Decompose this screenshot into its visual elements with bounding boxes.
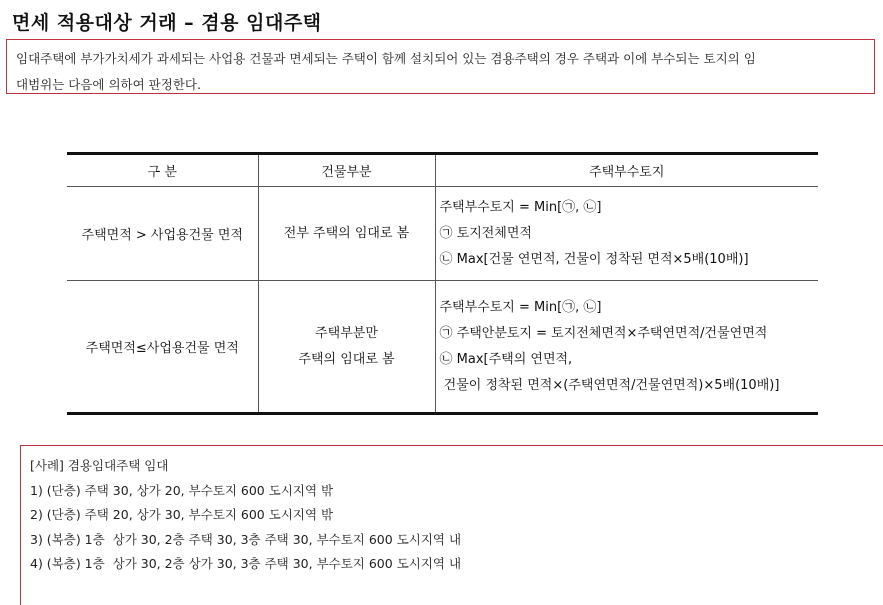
land-term: ㉠ 주택안분토지 = 토지전체면적×주택연면적/건물연면적 <box>439 325 768 341</box>
building-text: 전부 주택의 임대로 봄 <box>283 225 410 241</box>
land-scope-table <box>67 152 818 415</box>
example-item: 1) (단층) 주택 30, 상가 20, 부수토지 600 도시지역 밖 <box>30 482 334 498</box>
intro-line: 임대주택에 부가가치세가 과세되는 사업용 건물과 면세되는 주택이 함께 설치되어 있는 겸용주택의 경우 주택과 이에 부수되는 토지의 임 <box>16 51 756 66</box>
land-term: 건물이 정착된 면적×(주택연면적/건물연면적)×5배(10배)] <box>439 377 780 393</box>
condition-cell: 주택면적 > 사업용건물 면적 <box>67 187 258 281</box>
land-term: ㉡ Max[주택의 연면적, <box>439 351 573 367</box>
example-item: 4) (복층) 1층 상가 30, 2층 상가 30, 3층 주택 30, 부수토지 600 도시지역 내 <box>30 556 462 571</box>
example-item: 2) (단층) 주택 20, 상가 30, 부수토지 600 도시지역 밖 <box>30 507 334 522</box>
intro-box <box>6 39 875 94</box>
condition-cell: 주택면적≤사업용건물 면적 <box>67 281 258 414</box>
header-category: 구 분 <box>67 154 258 187</box>
land-term: ㉡ Max[건물 연면적, 건물이 정착된 면적×5배(10배)] <box>439 251 749 267</box>
land-term: ㉠ 토지전체면적 <box>439 225 532 241</box>
building-text: 주택의 임대로 봄 <box>298 351 395 367</box>
page-title: 면세 적용대상 거래 – 겸용 임대주택 <box>12 12 322 34</box>
table-row <box>67 281 818 414</box>
land-formula: 주택부수토지 = Min[㉠, ㉡] <box>439 199 602 215</box>
example-heading: [사례] 겸용임대주택 임대 <box>30 458 169 473</box>
land-formula: 주택부수토지 = Min[㉠, ㉡] <box>439 299 602 315</box>
land-cell <box>435 281 818 414</box>
table-header-row <box>67 154 818 187</box>
header-building: 건물부분 <box>258 154 435 187</box>
intro-line: 대범위는 다음에 의하여 판정한다. <box>16 77 201 92</box>
header-land: 주택부수토지 <box>435 154 818 187</box>
building-cell <box>258 187 435 281</box>
table-row <box>67 187 818 281</box>
example-box <box>20 445 883 605</box>
building-cell <box>258 281 435 414</box>
example-item: 3) (복층) 1층 상가 30, 2층 주택 30, 3층 주택 30, 부수토지 600 도시지역 내 <box>30 531 462 547</box>
land-cell <box>435 187 818 281</box>
building-text: 주택부분만 <box>315 325 378 341</box>
